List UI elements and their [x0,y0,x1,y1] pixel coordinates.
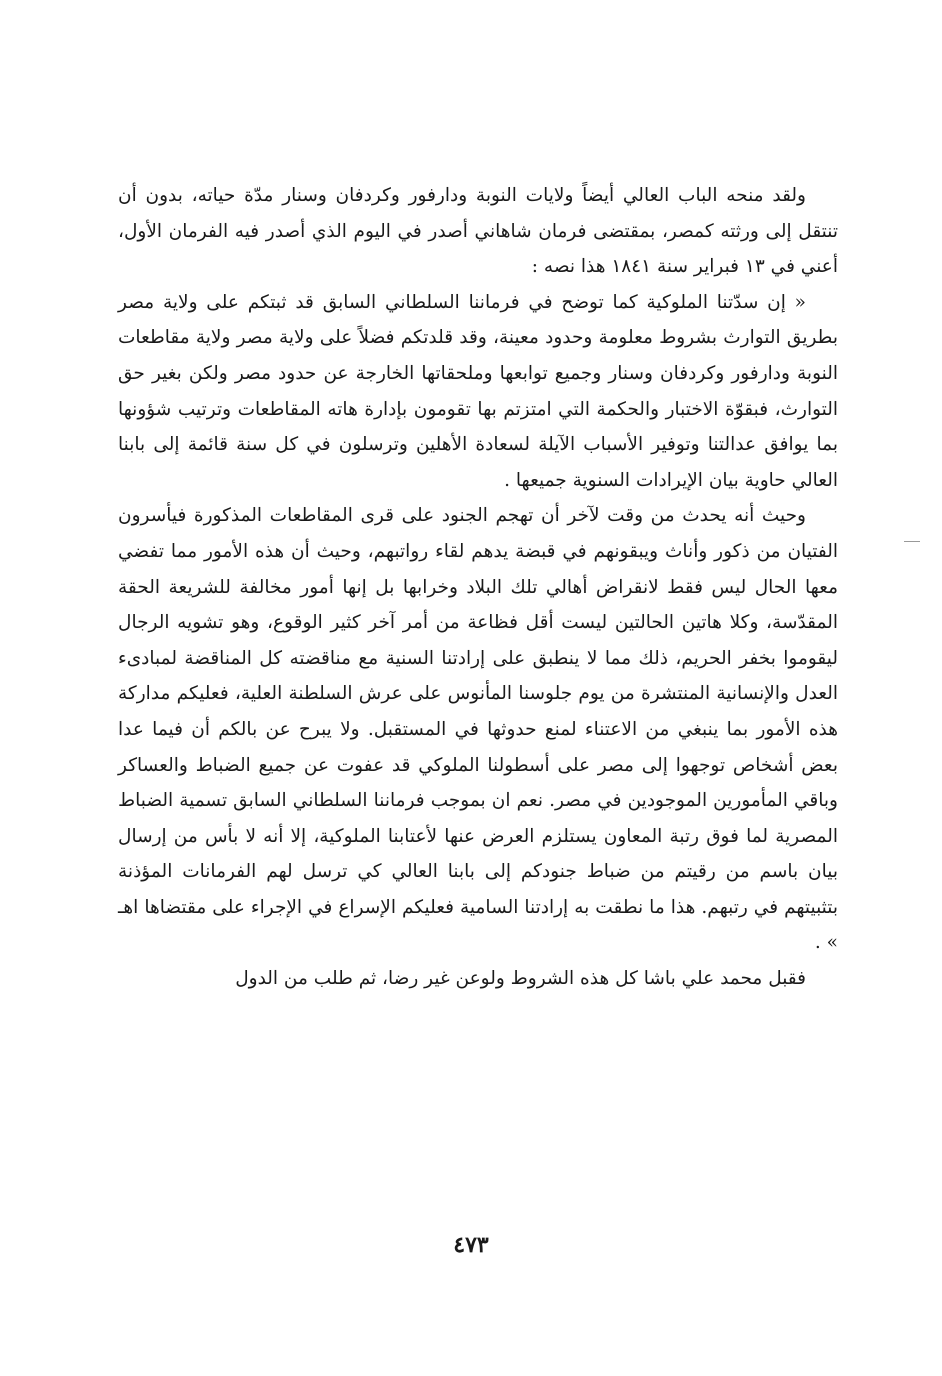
paragraph-intro: ولقد منحه الباب العالي أيضاً ولايات النوبة ودارفور وكردفان وسنار مدّة حياته، بدون أن تنتقل إلى ورثته كمصر، بمقتضى فرمان شاهاني أصدر في اليوم الذي أصدر فيه الفرمان الأول، أعني في ١٣ فبراير سنة ١٨٤١ هذا نصه : [118,185,838,278]
page-number: ٤٧٣ [453,1232,489,1258]
scan-edge-mark [904,541,920,542]
paragraph-firman-continued: وحيث أنه يحدث من وقت لآخر أن تهجم الجنود على قرى المقاطعات المذكورة فيأسرون الفتيان من ذكور وأناث ويبقونهم في قبضة يدهم لقاء رواتبهم، وحيث أن هذه الأمور مما تفضي معها الحال ليس فقط لانقراض أهالي تلك البلاد وخرابها بل إنها أمور مخالفة للشريعة الحقة المقدّسة، وكلا هاتين الحالتين ليست أقل فظاعة من أمر آخر كثير الوقوع، وهو تشويه الرجال ليقوموا بخفر الحريم، ذلك مما لا ينطبق على إرادتنا السنية مع مناقضته كل المناقضة لمبادىء العدل والإنسانية المنتشرة من يوم جلوسنا المأنوس على عرش السلطنة العلية، فعليكم مداركة هذه الأمور بما ينبغي من الاعتناء لمنع حدوثها في المستقبل. ولا يبرح عن بالكم أن فيما عدا بعض أشخاص توجهوا إلى مصر على أسطولنا الملوكي قد عفوت عن جميع الضباط والعساكر وباقي المأمورين الموجودين في مصر. نعم ان بموجب فرماننا السلطاني السابق تسمية الضباط المصرية لما فوق رتبة المعاون يستلزم العرض عنها لأعتابنا الملوكية، إلا أنه لا بأس من إرسال بيان باسم من رقيتم من ضباط جنودكم إلى بابنا العالي كي ترسل لهم الفرمانات المؤذنة بتثبيتهم في رتبهم. هذا ما نطقت به إرادتنا السامية فعليكم الإسراع في الإجراء على مقتضاها اهـ » . [118,505,838,954]
paragraph-conclusion: فقبل محمد علي باشا كل هذه الشروط ولوعن غير رضا، ثم طلب من الدول [235,968,806,990]
paragraph-firman-quote: « إن سدّتنا الملوكية كما توضح في فرماننا السلطاني السابق قد ثبتكم على ولاية مصر بطريق التوارث بشروط معلومة وحدود معينة، وقد قلدتكم فضلاً على ولاية مصر ولاية مقاطعات النوبة ودارفور وكردفان وسنار وجميع توابعها وملحقاتها الخارجة عن حدود مصر ولكن بغير حق التوارث، فبقوّة الاختبار والحكمة التي امتزتم بها تقومون بإدارة هاته المقاطعات وترتيب شؤونها بما يوافق عدالتنا وتوفير الأسباب الآيلة لسعادة الأهلين وترسلون في كل سنة قائمة إلى بابنا العالي حاوية بيان الإيرادات السنوية جميعها . [118,291,838,491]
body-text [118,178,838,997]
